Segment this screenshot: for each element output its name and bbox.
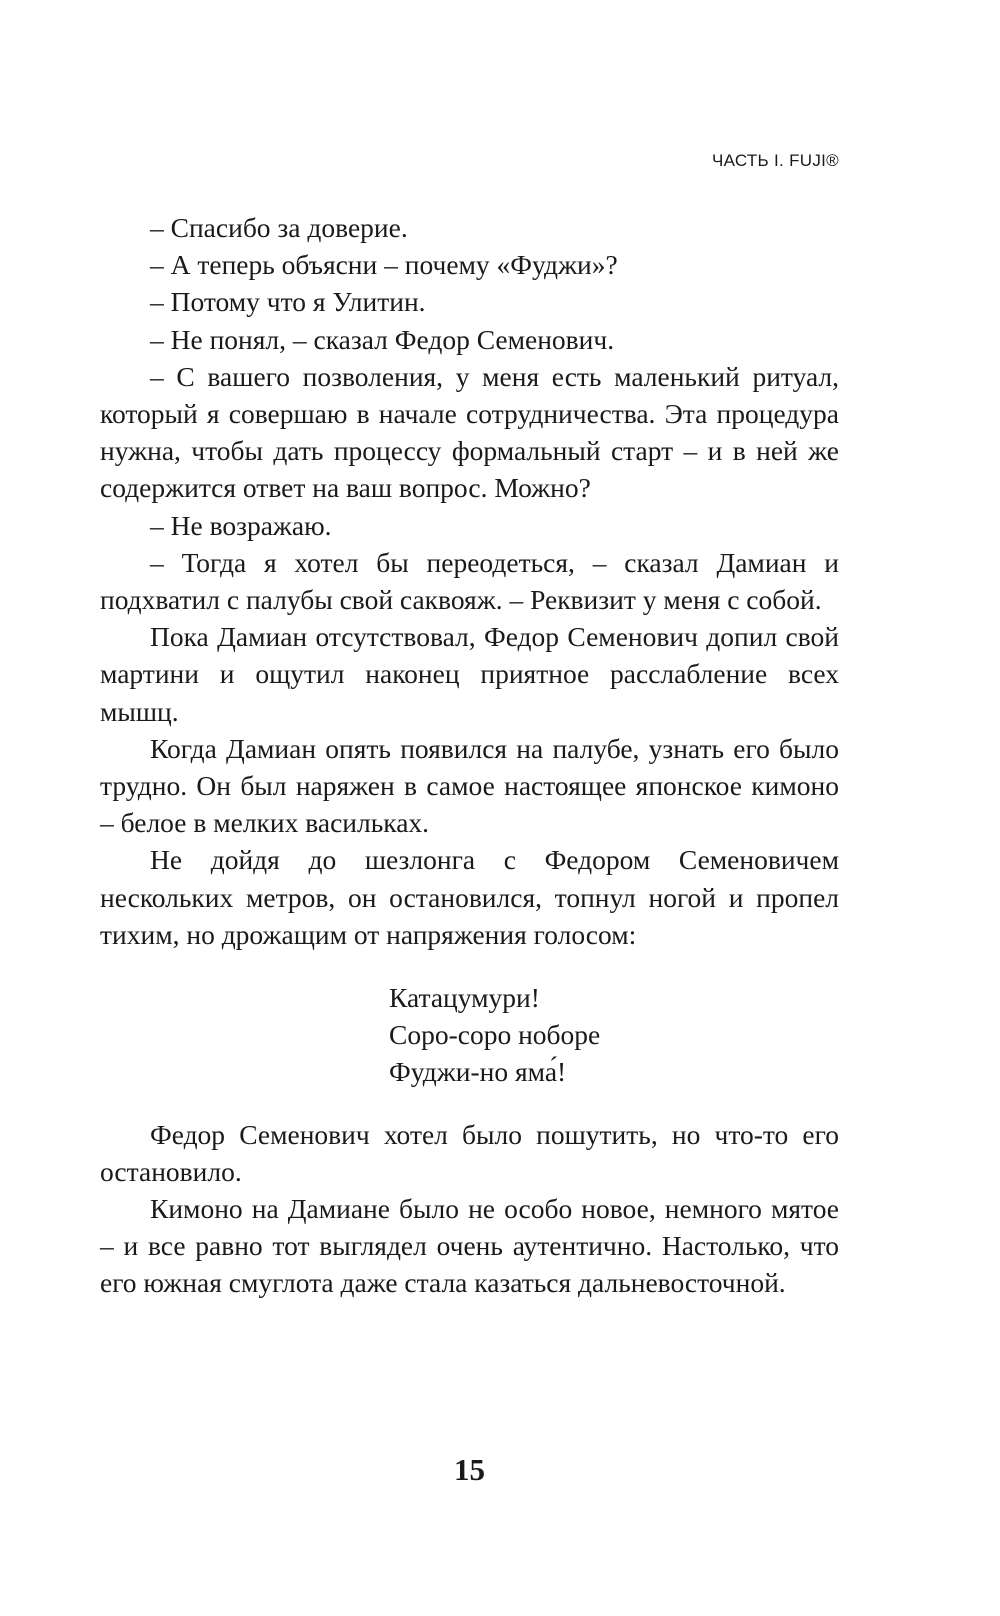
paragraph: – А теперь объясни – почему «Фуджи»? [150,249,618,281]
poem [100,979,839,1091]
paragraph: Кимоно на Дамиане было не особо новое, немного мятое – и все равно тот выглядел очень аутентично. Настолько, что его южная смуглота даже стала казаться дальневосточной. [100,1193,839,1299]
paragraph: – Не понял, – сказал Федор Семенович. [150,323,615,355]
running-header: ЧАСТЬ I. FUJI® [711,151,839,170]
poem-line: Фуджи-но яма́! [389,1056,567,1088]
paragraph: – Тогда я хотел бы переодеться, – сказал Дамиан и подхватил с палубы свой саквояж. – Реквизит у меня с собой. [100,546,839,616]
poem-line: Соро-соро ноборе [389,1019,601,1051]
paragraph: – С вашего позволения, у меня есть маленький ритуал, который я совершаю в начале сотрудничества. Эта процедура нужна, чтобы дать процессу формальный старт – и в ней же содержится ответ на ваш вопрос. Можно? [100,360,839,504]
paragraph: – Потому что я Улитин. [150,286,426,318]
body-text [100,209,839,1302]
page-number: 15 [454,1452,485,1487]
paragraph: Федор Семенович хотел было пошутить, но что-то его остановило. [100,1118,839,1187]
paragraph: Пока Дамиан отсутствовал, Федор Семенович допил свой мартини и ощутил наконец приятное расслабление всех мышц. [100,621,839,727]
poem-line: Катацумури! [389,982,540,1014]
paragraph: Не дойдя до шезлонга с Федором Семеновичем нескольких метров, он остановился, топнул ногой и пропел тихим, но дрожащим от напряжения голосом: [100,844,839,950]
paragraph: Когда Дамиан опять появился на палубе, узнать его было трудно. Он был наряжен в самое настоящее японское кимоно – белое в мелких васильках. [100,732,839,839]
paragraph: – Не возражаю. [150,509,332,541]
paragraph: – Спасибо за доверие. [150,212,408,243]
